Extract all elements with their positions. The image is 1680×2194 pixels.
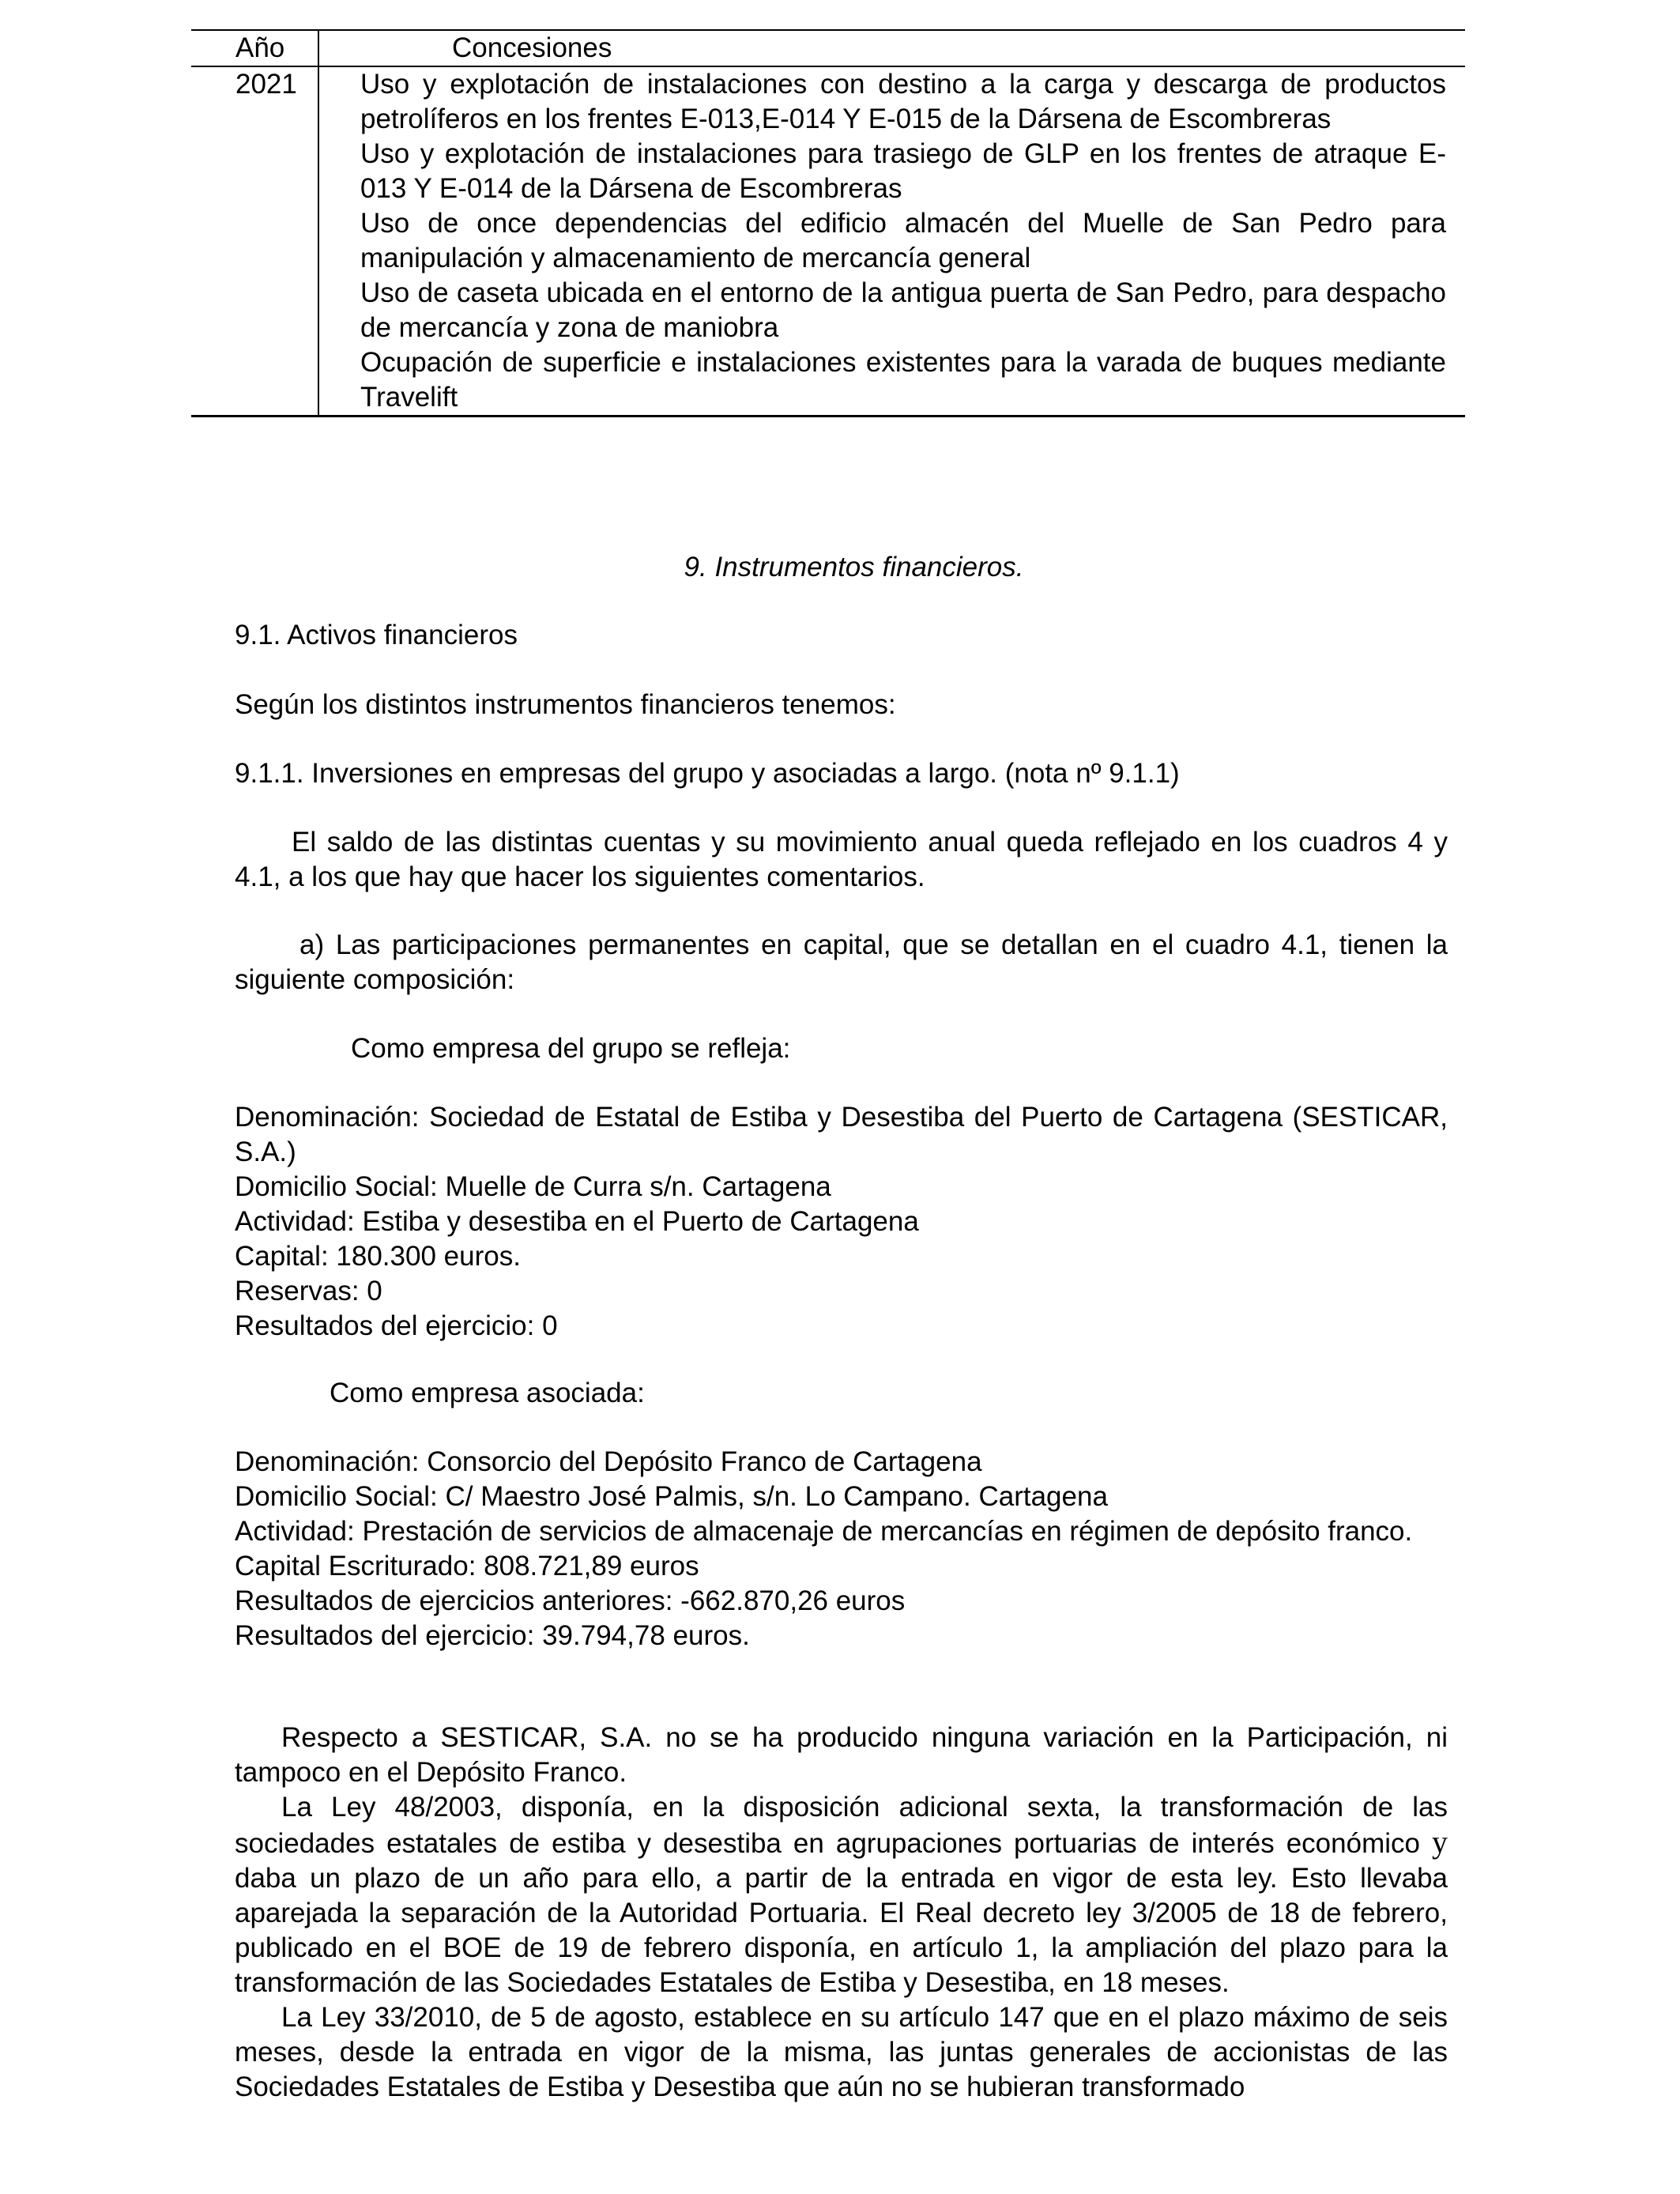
ley48-text-a: La Ley 48/2003, disponía, en la disposición adicional sexta, la transformación de las sociedades estatales de estiba y desestiba en agrupaciones portuarias de interés económico — [235, 1792, 1448, 1859]
subsubsection-heading: 9.1.1. Inversiones en empresas del grupo y asociadas a largo. (nota nº 9.1.1) — [235, 758, 1180, 789]
concession-item: Uso y explotación de instalaciones con destino a la carga y descarga de productos petrolíferos en los frentes E-013,E-014 Y E-015 de la Dársena de Escombreras — [360, 69, 1446, 134]
section-title — [0, 550, 1680, 585]
grupo-capital: Capital: 180.300 euros. — [235, 1241, 521, 1272]
participaciones-paragraph: a) Las participaciones permanentes en capital, que se detallan en el cuadro 4.1, tienen la siguiente composición: — [235, 929, 1448, 995]
closing-paragraphs — [235, 1721, 1448, 2105]
asociada-domicilio: Domicilio Social: C/ Maestro José Palmis, s/n. Lo Campano. Cartagena — [235, 1481, 1108, 1512]
concession-item: Uso de caseta ubicada en el entorno de la antigua puerta de San Pedro, para despacho de mercancía y zona de maniobra — [360, 277, 1446, 343]
grupo-heading: Como empresa del grupo se refleja: — [351, 1033, 791, 1064]
intro-paragraph: Según los distintos instrumentos financieros tenemos: — [235, 689, 896, 720]
concession-item: Uso y explotación de instalaciones para trasiego de GLP en los frentes de atraque E-013 Y E-014 de la Dársena de Escombreras — [360, 138, 1446, 204]
concessions-column-header: Concesiones — [452, 32, 612, 63]
concessions-cell — [318, 66, 1465, 417]
ley48-text-y: y — [1432, 1824, 1448, 1860]
table-header-row — [191, 30, 1465, 66]
concession-item: Uso de once dependencias del edificio almacén del Muelle de San Pedro para manipulación y almacenamiento de mercancía general — [360, 208, 1446, 273]
year-cell: 2021 — [191, 66, 318, 417]
table-row — [191, 66, 1465, 417]
section-title-text: 9. Instrumentos financieros. — [684, 552, 1024, 582]
grupo-details — [235, 1100, 1448, 1344]
concessions-table — [191, 29, 1465, 417]
grupo-resultados: Resultados del ejercicio: 0 — [235, 1310, 558, 1341]
saldo-paragraph: El saldo de las distintas cuentas y su movimiento anual queda reflejado en los cuadros 4 y 4.1, a los que hay que hacer los siguientes comentarios. — [235, 827, 1448, 892]
concession-item: Ocupación de superficie e instalaciones existentes para la varada de buques mediante Travelift — [360, 347, 1446, 413]
asociada-resultados: Resultados del ejercicio: 39.794,78 euros. — [235, 1620, 750, 1651]
grupo-denominacion: Denominación: Sociedad de Estatal de Estiba y Desestiba del Puerto de Cartagena (SESTICAR, S.A.) — [235, 1102, 1448, 1167]
grupo-reservas: Reservas: 0 — [235, 1276, 382, 1306]
grupo-actividad: Actividad: Estiba y desestiba en el Puerto de Cartagena — [235, 1206, 919, 1237]
asociada-actividad: Actividad: Prestación de servicios de almacenaje de mercancías en régimen de depósito franco. — [235, 1516, 1413, 1547]
year-column-header: Año — [191, 30, 318, 66]
asociada-details — [235, 1445, 1448, 1653]
ley48-text-b: daba un plazo de un año para ello, a partir de la entrada en vigor de esta ley. Esto llevaba aparejada la separación de la Autoridad Portuaria. El Real decreto ley 3/2005 de 18 de febrero, publicado en el BOE de 19 de febrero disponía, en artículo 1, la ampliación del plazo para la transformación de las Sociedades Estatales de Estiba y Desestiba, en 18 meses. — [235, 1863, 1448, 1998]
asociada-capital: Capital Escriturado: 808.721,89 euros — [235, 1551, 699, 1581]
asociada-heading: Como empresa asociada: — [330, 1378, 645, 1408]
subsection-heading: 9.1. Activos financieros — [235, 620, 518, 650]
ley48-paragraph — [235, 1790, 1448, 2000]
asociada-denominacion: Denominación: Consorcio del Depósito Franco de Cartagena — [235, 1446, 982, 1477]
asociada-resultados-anteriores: Resultados de ejercicios anteriores: -662.870,26 euros — [235, 1585, 906, 1616]
grupo-domicilio: Domicilio Social: Muelle de Curra s/n. Cartagena — [235, 1171, 831, 1202]
sesticar-paragraph: Respecto a SESTICAR, S.A. no se ha producido ninguna variación en la Participación, ni tampoco en el Depósito Franco. — [235, 1722, 1448, 1788]
ley33-paragraph: La Ley 33/2010, de 5 de agosto, establece en su artículo 147 que en el plazo máximo de seis meses, desde la entrada en vigor de la misma, las juntas generales de accionistas de las Sociedades Estatales de Estiba y Desestiba que aún no se hubieran transformado — [235, 2002, 1448, 2102]
